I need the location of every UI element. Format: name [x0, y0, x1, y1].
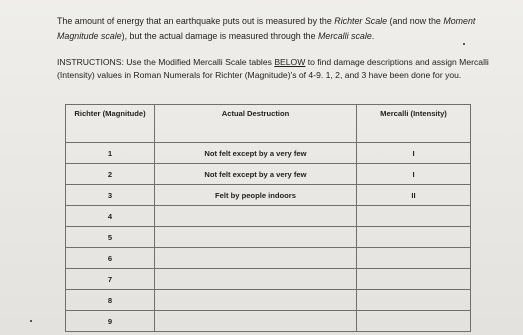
- destruction-cell: Not felt except by a very few: [155, 164, 357, 185]
- destruction-cell[interactable]: [155, 227, 357, 248]
- intensity-cell: II: [357, 185, 471, 206]
- intro-text-3: ), but the actual damage is measured through the: [121, 31, 318, 41]
- magnitude-cell: 1: [66, 143, 155, 164]
- table-row: [66, 269, 471, 290]
- header-richter-magnitude: Richter (Magnitude): [66, 105, 155, 143]
- magnitude-cell: 9: [66, 311, 155, 332]
- destruction-cell[interactable]: [155, 290, 357, 311]
- intro-mercalli-scale: Mercalli scale: [318, 31, 372, 41]
- intro-paragraph: [57, 14, 497, 44]
- header-actual-destruction: Actual Destruction: [155, 105, 357, 143]
- magnitude-cell: 8: [66, 290, 155, 311]
- intensity-cell[interactable]: [357, 269, 471, 290]
- intensity-cell[interactable]: [357, 290, 471, 311]
- instructions-below: BELOW: [274, 57, 306, 67]
- intensity-cell: I: [357, 164, 471, 185]
- magnitude-cell: 6: [66, 248, 155, 269]
- intensity-cell[interactable]: [357, 206, 471, 227]
- intensity-cell[interactable]: [357, 311, 471, 332]
- destruction-cell[interactable]: [155, 248, 357, 269]
- intro-text-2: (and now the: [387, 16, 444, 26]
- intro-text-1: The amount of energy that an earthquake puts out is measured by the: [57, 16, 335, 26]
- magnitude-cell: 7: [66, 269, 155, 290]
- magnitude-cell: 3: [66, 185, 155, 206]
- intensity-cell: I: [357, 143, 471, 164]
- destruction-cell: Felt by people indoors: [155, 185, 357, 206]
- header-mercalli-intensity: Mercalli (Intensity): [357, 105, 471, 143]
- instructions-text-1: INSTRUCTIONS: Use the Modified Mercalli Scale tables: [57, 57, 275, 67]
- instructions-text-2: to find damage descriptions and assign Mercalli (Intensity) values in Roman Numerals for Richter (Magnitude)'s of 4-9. 1, 2, and 3 have been done for you.: [57, 57, 489, 80]
- destruction-cell[interactable]: [155, 269, 357, 290]
- table-row: [66, 311, 471, 332]
- magnitude-cell: 5: [66, 227, 155, 248]
- table-row: [66, 248, 471, 269]
- table-row: [66, 143, 471, 164]
- table-row: [66, 290, 471, 311]
- intensity-cell[interactable]: [357, 248, 471, 269]
- table-row: [66, 185, 471, 206]
- intro-moment-magnitude-scale: Moment Magnitude scale: [57, 16, 476, 41]
- intensity-cell[interactable]: [357, 227, 471, 248]
- intro-richter-scale: Richter Scale: [334, 16, 388, 26]
- stray-mark-dot: [30, 320, 32, 322]
- instructions-paragraph: [57, 56, 505, 82]
- intro-text-4: .: [371, 31, 375, 41]
- destruction-cell[interactable]: [155, 206, 357, 227]
- table-row: [66, 164, 471, 185]
- table-row: [66, 206, 471, 227]
- mercalli-table: [65, 104, 471, 332]
- magnitude-cell: 4: [66, 206, 155, 227]
- table-header-row: [66, 105, 471, 143]
- destruction-cell: Not felt except by a very few: [155, 143, 357, 164]
- table-row: [66, 227, 471, 248]
- destruction-cell[interactable]: [155, 311, 357, 332]
- stray-mark-dot: [463, 43, 465, 45]
- magnitude-cell: 2: [66, 164, 155, 185]
